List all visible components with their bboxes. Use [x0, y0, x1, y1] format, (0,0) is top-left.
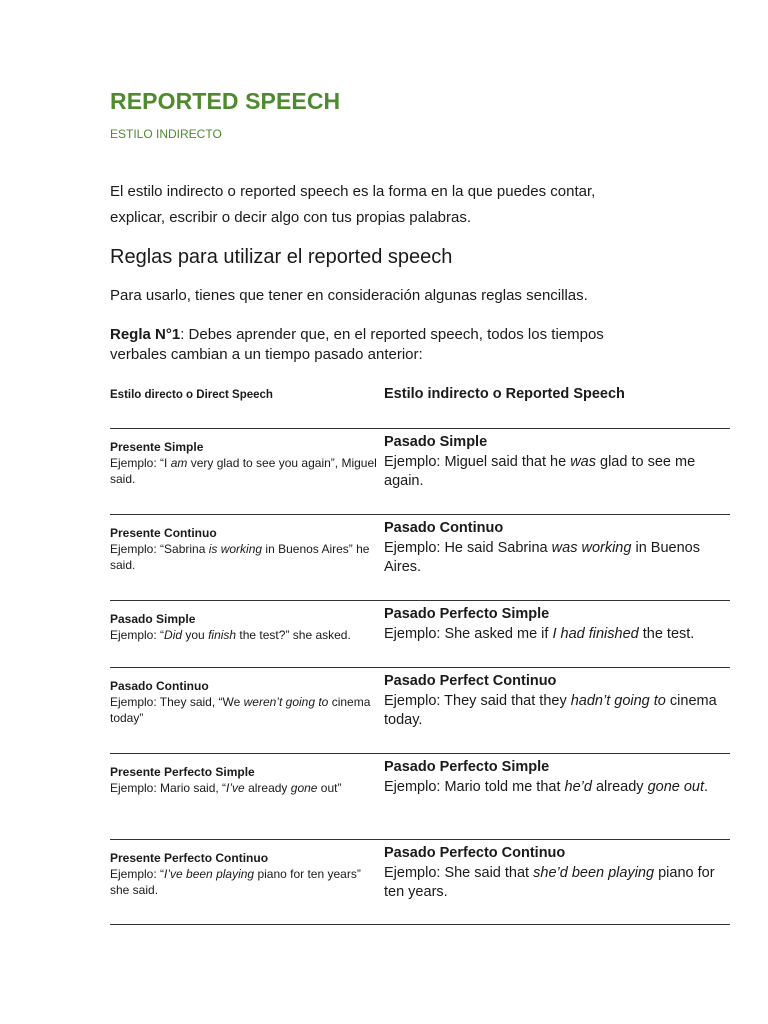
- italic-verb: was: [570, 453, 596, 470]
- italic-verb: I had finished: [552, 625, 639, 642]
- section-heading: Reglas para utilizar el reported speech: [110, 246, 453, 268]
- reported-example: Ejemplo: Miguel said that he was glad to see me again.: [384, 453, 696, 489]
- table-row: [110, 514, 730, 575]
- italic-verb: finish: [208, 628, 237, 642]
- reported-tense-label: Pasado Perfecto Continuo: [384, 845, 566, 861]
- italic-verb: gone out: [647, 778, 705, 795]
- direct-tense-label: Presente Perfecto Simple: [110, 765, 255, 779]
- table-row: [110, 428, 730, 489]
- reported-tense-label: Pasado Perfecto Simple: [384, 606, 550, 622]
- reported-speech-cell: [384, 844, 724, 903]
- rule-paragraph: [110, 325, 650, 365]
- italic-verb: Did: [164, 628, 183, 642]
- intro-line: El estilo indirecto o reported speech es la forma en la que puedes contar,: [110, 183, 596, 200]
- italic-verb: I’ve: [226, 781, 245, 795]
- column-header-direct: Estilo directo o Direct Speech: [110, 389, 273, 401]
- italic-verb: she’d been playing: [533, 864, 655, 881]
- direct-example: Ejemplo: “I’ve been playing piano for ten years” she said.: [110, 867, 361, 897]
- column-header-reported: Estilo indirecto o Reported Speech: [384, 386, 625, 402]
- reported-tense-label: Pasado Perfect Continuo: [384, 673, 557, 689]
- direct-tense-label: Presente Continuo: [110, 526, 217, 540]
- direct-speech-cell: [110, 764, 380, 796]
- reported-speech-cell: [384, 672, 724, 731]
- direct-speech-cell: [110, 439, 380, 487]
- direct-speech-cell: [110, 525, 380, 573]
- italic-verb: am: [170, 456, 188, 470]
- table-row: [110, 839, 730, 900]
- reported-tense-label: Pasado Perfecto Simple: [384, 759, 550, 775]
- reported-speech-cell: [384, 605, 724, 644]
- italic-verb: was working: [551, 539, 632, 556]
- direct-speech-cell: [110, 678, 380, 726]
- italic-verb: hadn’t going to: [570, 692, 666, 709]
- direct-example: Ejemplo: “Did you finish the test?” she asked.: [110, 628, 351, 642]
- reported-example: Ejemplo: Mario told me that he’d already gone out.: [384, 778, 709, 795]
- italic-verb: I’ve been playing: [164, 867, 255, 881]
- reported-example: Ejemplo: She asked me if I had finished the test.: [384, 625, 695, 642]
- table-row: [110, 667, 730, 728]
- reported-speech-cell: [384, 758, 724, 797]
- table-row: [110, 753, 730, 795]
- reported-tense-label: Pasado Continuo: [384, 520, 504, 536]
- reported-speech-cell: [384, 433, 724, 492]
- intro-paragraph: [110, 179, 670, 231]
- table-row: [110, 600, 730, 642]
- direct-tense-label: Presente Perfecto Continuo: [110, 851, 269, 865]
- reported-speech-cell: [384, 519, 724, 578]
- direct-example: Ejemplo: “Sabrina is working in Buenos Aires” he said.: [110, 542, 370, 572]
- reported-tense-label: Pasado Simple: [384, 434, 488, 450]
- usage-paragraph: Para usarlo, tienes que tener en consideración algunas reglas sencillas.: [110, 287, 588, 304]
- direct-tense-label: Pasado Continuo: [110, 679, 209, 693]
- direct-speech-cell: [110, 611, 380, 643]
- direct-example: Ejemplo: “I am very glad to see you again”, Miguel said.: [110, 456, 377, 486]
- document-title: REPORTED SPEECH: [110, 88, 341, 114]
- direct-tense-label: Pasado Simple: [110, 612, 196, 626]
- italic-verb: is working: [208, 542, 263, 556]
- direct-speech-cell: [110, 850, 380, 898]
- document-subtitle: ESTILO INDIRECTO: [110, 127, 222, 141]
- reported-example: Ejemplo: He said Sabrina was working in Buenos Aires.: [384, 539, 700, 575]
- direct-example: Ejemplo: Mario said, “I’ve already gone out”: [110, 781, 342, 795]
- reported-example: Ejemplo: They said that they hadn’t going to cinema today.: [384, 692, 717, 728]
- direct-tense-label: Presente Simple: [110, 440, 204, 454]
- rule-text: : Debes aprender que, en el reported speech, todos los tiempos verbales cambian a un tiempo pasado anterior:: [110, 326, 604, 363]
- reported-example: Ejemplo: She said that she’d been playing piano for ten years.: [384, 864, 715, 900]
- intro-line: explicar, escribir o decir algo con tus propias palabras.: [110, 209, 472, 226]
- table-bottom-rule: [110, 924, 730, 925]
- italic-verb: gone: [290, 781, 318, 795]
- italic-verb: he’d: [564, 778, 592, 795]
- rule-label: Regla N°1: [110, 326, 181, 343]
- italic-verb: weren’t going to: [243, 695, 329, 709]
- direct-example: Ejemplo: They said, “We weren’t going to cinema today”: [110, 695, 371, 725]
